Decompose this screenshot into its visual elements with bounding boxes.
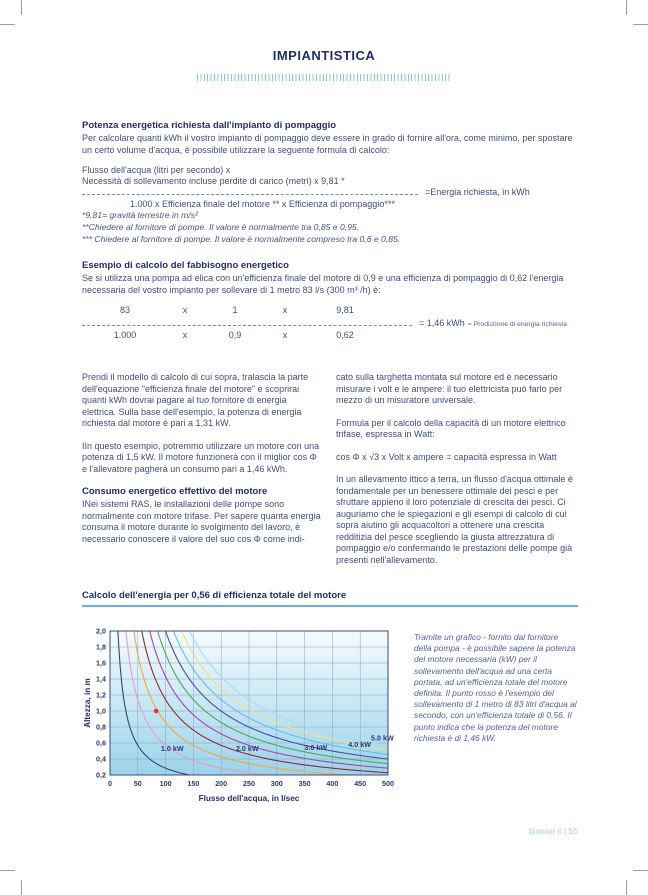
section-heading: Esempio di calcolo del fabbisogno energetico [82, 260, 289, 271]
svg-text:100: 100 [159, 779, 172, 788]
numerator-value: 1 [232, 305, 238, 315]
crop-mark [626, 880, 627, 895]
paragraph: cato sulla targhetta montata sul motore ed è necessario misurare i volt e le ampere: il tuo elettricista può farlo per mezzo di un misuratore universale. [336, 372, 563, 405]
svg-text:150: 150 [187, 779, 200, 788]
formula-numerator-line1: Flusso dell'acqua (litri per secondo) x [82, 165, 231, 175]
paragraph: INei sistemi RAS, le installazioni delle pompe sono normalmente con motore trifase. Per sapere quanta energia consuma il motore durante lo svolgimento del lavoro, è necessario conoscere il valore del suo cos Φ come indi- [82, 499, 321, 544]
page-title: IMPIANTISTICA [272, 48, 376, 63]
footnote-pump-efficiency: *** Chiedere al fornitore di pompe. Il valore è normalmente compreso tra 0,6 e 0,85. [82, 234, 401, 244]
svg-text:1,8: 1,8 [96, 642, 106, 652]
formula-numerator-row [90, 305, 578, 316]
section-example-calculation [82, 260, 578, 296]
crop-mark [626, 0, 627, 15]
svg-text:0,4: 0,4 [96, 754, 106, 764]
example-formula [82, 305, 578, 341]
formula-footnotes [82, 209, 578, 245]
chart-heading: Calcolo dell'energia per 0,56 di efficienza totale del motore [82, 590, 347, 601]
svg-text:500: 500 [382, 779, 394, 788]
svg-text:0,2: 0,2 [96, 770, 106, 780]
numerator-value: 9,81 [336, 305, 354, 315]
fraction-bar [82, 318, 412, 326]
svg-text:400: 400 [326, 779, 339, 788]
crop-mark [0, 870, 15, 871]
svg-text:50: 50 [133, 779, 142, 788]
svg-text:1,2: 1,2 [96, 690, 106, 700]
crop-mark [633, 24, 648, 25]
energy-chart [82, 624, 400, 814]
chart-side-note: Tramite un grafico - fornito dal fornitore della pompa - è possibile sapere la potenza del motore necessaria (kW) per il sollevamento dell'acqua ad una certa portata, ad un'efficienza totale del motore definita. Il punto rosso è l'esempio del sollevamento di 1 metro di 83 litri d'acqua al secondo, con un'efficienza totale di 0,56. Il punto indica che la potenza del motore richiesta è di 1,46 kW. [414, 632, 577, 743]
paragraph: In un allevamento ittico a terra, un flusso d'acqua ottimale è fondamentale per un benessere ottimale dei pesci e per sfruttare appieno il loro potenziale di crescita dei pesci. Ci auguriamo che le spiegazioni e gli esempi di calcolo di cui sopra aiutino gli acquacoltori a ottenere una crescita redditizia del pesce scegliendo la giusta attrezzatura di pompaggio e/o confermando le prestazioni delle pompe già presenti nell'allevamento. [336, 474, 573, 565]
svg-text:450: 450 [354, 779, 367, 788]
denominator-value: 0,62 [336, 330, 354, 340]
section-body: Se si utilizza una pompa ad elica con un'efficienza finale del motore di 0,9 e una efficienza di pompaggio di 0,62 l'energia necessaria del vostro impianto per sollevare di 1 metro 83 l/s (300 m³ /h) è: [82, 273, 564, 295]
svg-text:Altezza, in m: Altezza, in m [83, 678, 92, 728]
svg-text:200: 200 [215, 779, 228, 788]
multiply-sign: x [182, 305, 188, 315]
formula-result: =Energia richiesta, in kWh [425, 187, 530, 197]
inline-formula: cos Φ x √3 x Volt x ampere = capacità espressa in Watt [336, 451, 557, 462]
section-body: Per calcolare quanti kWh il vostro impianto di pompaggio deve essere in grado di fornire all'ora, come minimo, per spostare un certo volume d'acqua, è possibile utilizzare la seguente formula di calcolo: [82, 133, 573, 155]
heading-rule [82, 605, 578, 607]
svg-text:1,0: 1,0 [96, 706, 106, 716]
svg-text:1,4: 1,4 [96, 674, 106, 684]
denominator-value: 0,9 [228, 330, 242, 340]
crop-mark [21, 880, 22, 895]
svg-text:0: 0 [108, 779, 112, 788]
formula-denominator-row [90, 330, 578, 341]
svg-text:5.0 kW: 5.0 kW [371, 733, 394, 743]
svg-text:350: 350 [298, 779, 311, 788]
svg-text:3.0 kW: 3.0 kW [304, 743, 328, 753]
svg-text:0,8: 0,8 [96, 722, 106, 732]
section-pump-power [82, 120, 578, 156]
title-ornament-divider [197, 74, 451, 81]
multiply-sign: x [182, 330, 188, 340]
formula-denominator: 1.000 x Efficienza finale del motore ** x Efficienza di pompaggio*** [130, 199, 395, 209]
multiply-sign: x [282, 305, 288, 315]
page-footer: biomar.it | 55 [528, 826, 578, 836]
formula-numerator-line2: Necessità di sollevamento incluse perdite di carico (metri) x 9,81 * [82, 176, 345, 186]
crop-mark [21, 0, 22, 15]
svg-text:4.0 kW: 4.0 kW [348, 740, 372, 749]
right-column [336, 372, 578, 577]
formula-result: = 1,46 kWh [419, 318, 465, 328]
denominator-value: 1.000 [113, 330, 137, 340]
svg-text:1,6: 1,6 [96, 658, 106, 668]
svg-text:300: 300 [270, 779, 283, 788]
svg-text:2,0: 2,0 [96, 626, 106, 636]
section-heading: Consumo energetico effettivo del motore [82, 486, 268, 497]
svg-text:Flusso dell'acqua, in l/sec: Flusso dell'acqua, in l/sec [198, 794, 300, 803]
fraction-bar [82, 187, 418, 195]
left-column [82, 372, 322, 577]
paragraph: Prendi il modello di calcolo di cui sopra, tralascia la parte dell'equazione "efficienza finale del motore" e scoprirai quanti kWh dovrai pagare al tuo fornitore di energia elettrica. Sulla base dell'esempio, la potenza di energia richiesta dal motore è pari a 1,31 kW. [82, 372, 309, 428]
crop-mark [633, 870, 648, 871]
chart-section-header [82, 590, 578, 607]
formula-result-note: = Produzione di energia richiesta [467, 321, 567, 328]
crop-mark [0, 24, 15, 25]
numerator-value: 83 [119, 305, 130, 315]
section-heading: Potenza energetica richiesta dall'impianto di pompaggio [82, 120, 337, 131]
svg-text:250: 250 [243, 779, 255, 788]
svg-text:2.0 kW: 2.0 kW [235, 744, 259, 753]
paragraph: Formula per il calcolo della capacità di un motore elettrico trifase, espressa in Watt: [336, 417, 566, 439]
footnote-gravity: *9,81= gravità terrestre in m/s² [82, 210, 198, 220]
paragraph: IIn questo esempio, potremmo utilizzare un motore con una potenza di 1,5 kW. Il motore funzionerà con il miglior cos Φ e l'allevatore pagherà un consumo pari a 1,46 kWh. [82, 440, 320, 474]
chart-block [82, 624, 578, 814]
energy-formula [82, 165, 578, 210]
svg-text:1.0 kW: 1.0 kW [160, 744, 184, 753]
multiply-sign: x [282, 330, 288, 340]
two-column-text [82, 372, 578, 577]
svg-text:0,6: 0,6 [96, 738, 106, 748]
footnote-motor-efficiency: **Chiedere al fornitore di pompe. Il valore è normalmente tra 0,85 e 0,95. [82, 222, 360, 232]
